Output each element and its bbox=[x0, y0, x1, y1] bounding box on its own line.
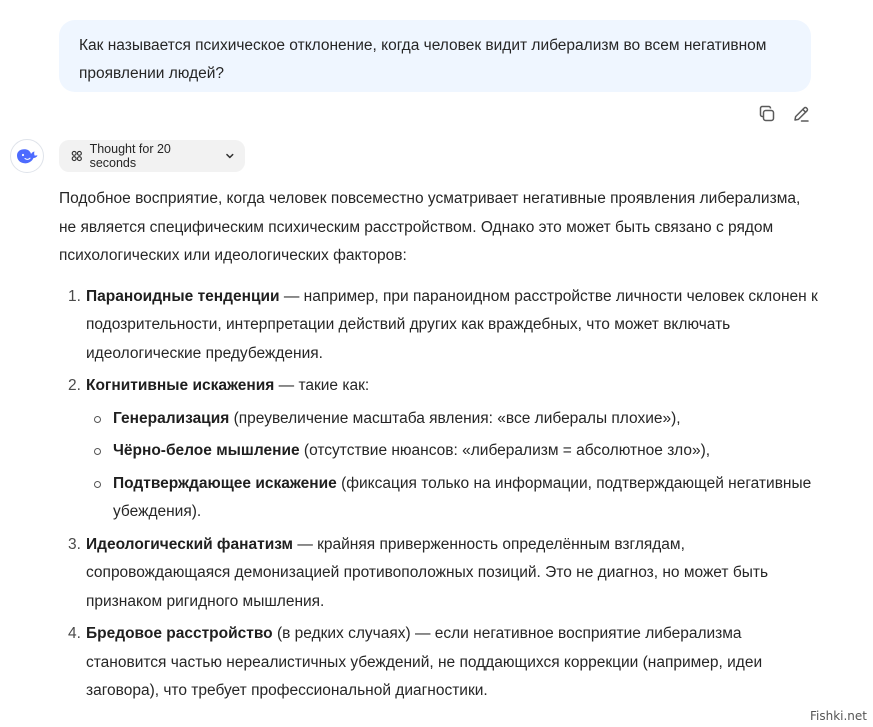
user-message bbox=[59, 20, 811, 92]
bullet-icon bbox=[94, 416, 101, 423]
item-title: Бредовое расстройство bbox=[86, 625, 273, 642]
list-item bbox=[59, 283, 819, 369]
answer-intro: Подобное восприятие, когда человек повсеместно усматривает негативные проявления либерализма, не является специфическим психическим расстройством. Однако это может быть связано с рядом психологических или идеологических факторов: bbox=[59, 190, 801, 264]
list-item bbox=[59, 620, 819, 706]
sub-list-item bbox=[86, 470, 819, 527]
sub-item-text: (фиксация только на информации, подтверждающей негативные убеждения). bbox=[113, 474, 812, 520]
list-number: 4. bbox=[68, 625, 81, 642]
edit-button[interactable] bbox=[791, 104, 811, 124]
list-number: 3. bbox=[68, 535, 81, 553]
sub-item-title: Чёрно-белое мышление bbox=[113, 442, 300, 459]
item-title: Параноидные тенденции bbox=[86, 287, 280, 305]
item-title: Идеологический фанатизм bbox=[86, 535, 294, 553]
item-text: (в редких случаях) — если негативное восприятие либерализма становится частью нереалистичных убеждений, не поддающихся коррекции (например, идеи заговора), что требует профессиональной диагностики. bbox=[86, 625, 763, 699]
sub-item-text: (отсутствие нюансов: «либерализм = абсолютное зло»), bbox=[299, 442, 711, 459]
assistant-avatar bbox=[10, 139, 44, 173]
sub-list-item bbox=[86, 405, 819, 434]
copy-button[interactable] bbox=[757, 104, 777, 124]
sub-list bbox=[86, 405, 819, 527]
copy-icon bbox=[757, 104, 777, 124]
user-message-text: Как называется психическое отклонение, когда человек видит либерализм во всем негативном проявлении людей? bbox=[79, 37, 767, 82]
list-number: 1. bbox=[68, 287, 81, 305]
list-item bbox=[59, 531, 819, 617]
bullet-icon bbox=[94, 448, 101, 455]
answer-list bbox=[59, 283, 819, 706]
thinking-icon bbox=[71, 150, 83, 162]
watermark: Fishki.net bbox=[809, 709, 867, 723]
item-text: — крайняя приверженность определённым взглядам, сопровождающаяся демонизацией противоположных позиций. Это не диагноз, но может быть признаком ригидного мышления. bbox=[86, 535, 769, 610]
sub-item-title: Подтверждающее искажение bbox=[113, 474, 337, 492]
item-title: Когнитивные искажения bbox=[86, 377, 275, 394]
chevron-down-icon bbox=[225, 151, 235, 161]
assistant-answer bbox=[59, 185, 819, 710]
item-text: — такие как: bbox=[274, 377, 370, 394]
pencil-icon bbox=[791, 104, 811, 124]
bullet-icon bbox=[94, 481, 101, 488]
item-text: — например, при параноидном расстройстве личности человек склонен к подозрительности, интерпретации действий других как враждебных, что может включать идеологические предубеждения. bbox=[86, 287, 818, 362]
message-actions bbox=[757, 104, 811, 124]
sub-list-item bbox=[86, 437, 819, 466]
whale-logo-icon bbox=[15, 146, 39, 166]
sub-item-title: Генерализация bbox=[113, 409, 230, 427]
thought-label: Thought for 20 seconds bbox=[89, 142, 171, 170]
sub-item-text: (преувеличение масштаба явления: «все либералы плохие»), bbox=[229, 409, 681, 427]
thought-toggle-button[interactable] bbox=[59, 140, 245, 172]
list-number: 2. bbox=[68, 377, 81, 394]
list-item bbox=[59, 372, 819, 527]
